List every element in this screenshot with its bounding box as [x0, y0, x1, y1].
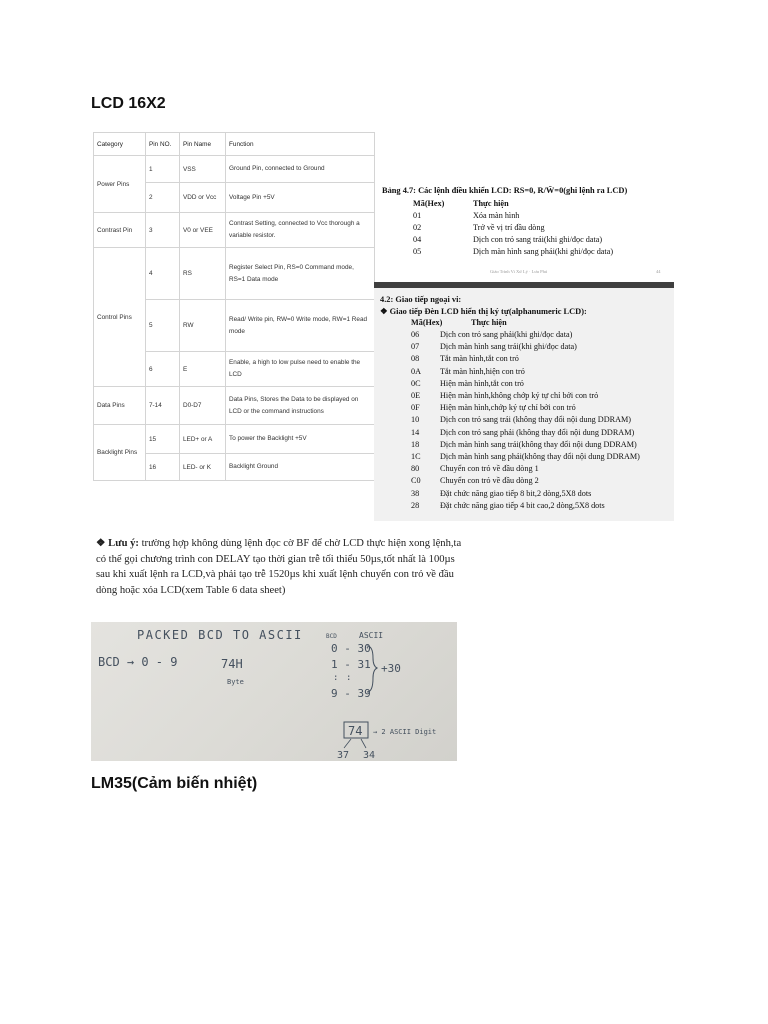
pin-name: VSS	[180, 156, 226, 183]
delay-note	[96, 536, 466, 598]
command-code: 06	[411, 330, 420, 339]
map-1: 1 - 31	[331, 658, 371, 671]
table-row	[94, 156, 375, 183]
pin-number: 1	[146, 156, 180, 183]
page-footer-text: Giáo Trình Vi Xử Lý · Lưu Phú	[490, 269, 548, 274]
category-cell: Contrast Pin	[94, 213, 146, 248]
command-code: 14	[411, 427, 420, 437]
command-action: Hiện màn hình,tắt con trỏ	[440, 378, 524, 388]
pin-function: Data Pins, Stores the Data to be displayed on LCD or the command instructions	[226, 387, 375, 425]
command-code: 80	[411, 464, 420, 474]
table-header-row	[94, 133, 375, 156]
command-code: 01	[413, 211, 422, 220]
pin-function: Contrast Setting, connected to Vcc thorough a variable resistor.	[226, 213, 375, 248]
header-pin-name: Pin Name	[180, 133, 226, 156]
pin-name: V0 or VEE	[180, 213, 226, 248]
handwriting-drawing	[91, 622, 457, 761]
pin-number: 4	[146, 248, 180, 300]
command-code: 02	[413, 223, 422, 232]
lcd-pin-table	[93, 132, 375, 481]
pin-function: Read/ Write pin, RW=0 Write mode, RW=1 Read mode	[226, 300, 375, 352]
pin-name: LED- or K	[180, 454, 226, 481]
bcd-column-label: BCD	[326, 633, 337, 640]
command-code: 1C	[411, 452, 421, 461]
lcd-interface-scan	[374, 288, 674, 521]
pin-function: Enable, a high to low pulse need to enable the LCD	[226, 352, 375, 387]
command-code: 07	[411, 342, 420, 352]
map-0: 0 - 30	[331, 642, 371, 655]
command-action: Dịch con trỏ sang trái(khi ghi/đọc data)	[473, 235, 603, 244]
col-code-header: Mã(Hex)	[413, 199, 445, 208]
section-title: 4.2: Giao tiếp ngoại vi:	[380, 295, 462, 304]
command-code: 18	[411, 439, 420, 449]
pin-name: RW	[180, 300, 226, 352]
command-action: Xóa màn hình	[473, 211, 520, 220]
command-code: 0F	[411, 403, 420, 413]
command-action: Tắt màn hình,hiện con trỏ	[440, 366, 525, 376]
command-action: Tắt màn hình,tắt con trỏ	[440, 354, 519, 364]
header-function: Function	[226, 133, 375, 156]
ascii-column-label: ASCII	[359, 631, 384, 640]
pin-name: VDD or Vcc	[180, 183, 226, 213]
command-action: Trở về vị trí đầu dòng	[473, 223, 545, 232]
pin-name: D0-D7	[180, 387, 226, 425]
note-text: trường hợp không dùng lệnh đọc cờ BF để chờ LCD thực hiện xong lệnh,ta có thể gọi chương trình con DELAY tạo thời gian trễ tối thiểu 50µs,tốt nhất là 100µs sau khi xuất lệnh ra LCD,và phải tạo trễ 1520µs khi xuất lệnh chuyển con trỏ về đầu dòng hoặc xóa LCD(xem Table 6 data sheet)	[96, 538, 462, 596]
header-pin-no: Pin NO.	[146, 133, 180, 156]
offset-label: +30	[381, 662, 401, 675]
pin-number: 16	[146, 454, 180, 481]
command-code: 28	[411, 500, 420, 510]
command-code: 04	[413, 235, 422, 244]
command-code: 0E	[411, 391, 421, 400]
col-action-header: Thực hiện	[471, 318, 507, 327]
svg-text::: :	[346, 673, 352, 683]
category-cell: Power Pins	[94, 156, 146, 213]
command-action: Chuyển con trỏ về đầu dòng 1	[440, 464, 539, 474]
result-label: → 2 ASCII Digit	[373, 728, 437, 736]
nibble-ascii-1: 37	[337, 750, 350, 761]
col-code-header: Mã(Hex)	[411, 318, 443, 327]
table-caption: Bảng 4.7: Các lệnh điều khiển LCD: RS=0, R/W̄=0(ghi lệnh ra LCD)	[382, 186, 628, 195]
command-action: Dịch màn hình sang trái(không thay đổi nội dung DDRAM)	[440, 439, 637, 449]
pin-number: 15	[146, 425, 180, 454]
table-row	[94, 248, 375, 300]
svg-text::: :	[333, 673, 339, 683]
command-action: Dịch màn hình sang phải(khi ghi/đọc data)	[473, 247, 614, 256]
command-action: Dịch con trỏ sang phải(khi ghi/đọc data)	[440, 330, 573, 339]
map-9: 9 - 39	[331, 687, 371, 700]
pin-name: E	[180, 352, 226, 387]
command-code: C0	[411, 476, 421, 486]
command-action: Đặt chức năng giao tiếp 8 bit,2 dòng,5X8 dots	[440, 488, 592, 498]
command-code: 0C	[411, 378, 421, 388]
pin-function: Backlight Ground	[226, 454, 375, 481]
col-action-header: Thực hiện	[473, 199, 509, 208]
note-prefix: ❖ Lưu ý:	[96, 538, 139, 549]
section-subtitle: ❖ Giao tiếp Đèn LCD hiển thị ký tự(alphanumeric LCD):	[380, 307, 587, 316]
pin-number: 5	[146, 300, 180, 352]
lm35-heading: LM35(Cảm biến nhiệt)	[91, 775, 258, 792]
table-row	[94, 387, 375, 425]
pin-number: 3	[146, 213, 180, 248]
handwritten-bcd-photo	[91, 622, 457, 761]
nibble-ascii-2: 34	[363, 750, 376, 761]
command-action: Dịch màn hình sang phải(không thay đổi nội dung DDRAM)	[440, 452, 640, 461]
pin-number: 7-14	[146, 387, 180, 425]
svg-text:74: 74	[348, 724, 363, 738]
pin-function: Ground Pin, connected to Ground	[226, 156, 375, 183]
command-action: Chuyển con trỏ về đầu dòng 2	[440, 476, 539, 486]
header-category: Category	[94, 133, 146, 156]
pin-number: 6	[146, 352, 180, 387]
lcd-heading: LCD 16X2	[91, 95, 166, 112]
example-value: 74H	[221, 657, 243, 671]
photo-title: PACKED BCD TO ASCII	[137, 628, 303, 642]
pin-function: Register Select Pin, RS=0 Command mode, RS=1 Data mode	[226, 248, 375, 300]
command-action: Hiện màn hình,không chớp ký tự chỉ bởi con trỏ	[440, 391, 599, 400]
command-code: 38	[411, 488, 420, 498]
pin-name: RS	[180, 248, 226, 300]
category-cell: Backlight Pins	[94, 425, 146, 481]
command-code: 08	[411, 354, 420, 364]
command-action: Dịch con trỏ sang trái (không thay đổi nội dung DDRAM)	[440, 415, 632, 425]
lcd-command-table-scan	[376, 180, 666, 282]
command-action: Hiện màn hình,chớp ký tự chỉ bởi con trỏ	[440, 403, 576, 413]
command-action: Đặt chức năng giao tiếp 4 bit cao,2 dòng,5X8 dots	[440, 500, 605, 510]
page-footer-number: 44	[656, 269, 661, 274]
table-row	[94, 213, 375, 248]
command-code: 0A	[411, 366, 422, 376]
command-action: Dịch màn hình sang trái(khi ghi/đọc data)	[440, 342, 577, 352]
bcd-range: BCD → 0 - 9	[98, 655, 178, 669]
pin-function: Voltage Pin +5V	[226, 183, 375, 213]
example-label: Byte	[227, 678, 244, 686]
pin-name: LED+ or A	[180, 425, 226, 454]
pin-function: To power the Backlight +5V	[226, 425, 375, 454]
category-cell: Data Pins	[94, 387, 146, 425]
command-action: Dịch con trỏ sang phải (không thay đổi nội dung DDRAM)	[440, 427, 635, 437]
category-cell: Control Pins	[94, 248, 146, 387]
command-code: 05	[413, 247, 422, 256]
table-row	[94, 425, 375, 454]
command-code: 10	[411, 415, 420, 425]
pin-number: 2	[146, 183, 180, 213]
